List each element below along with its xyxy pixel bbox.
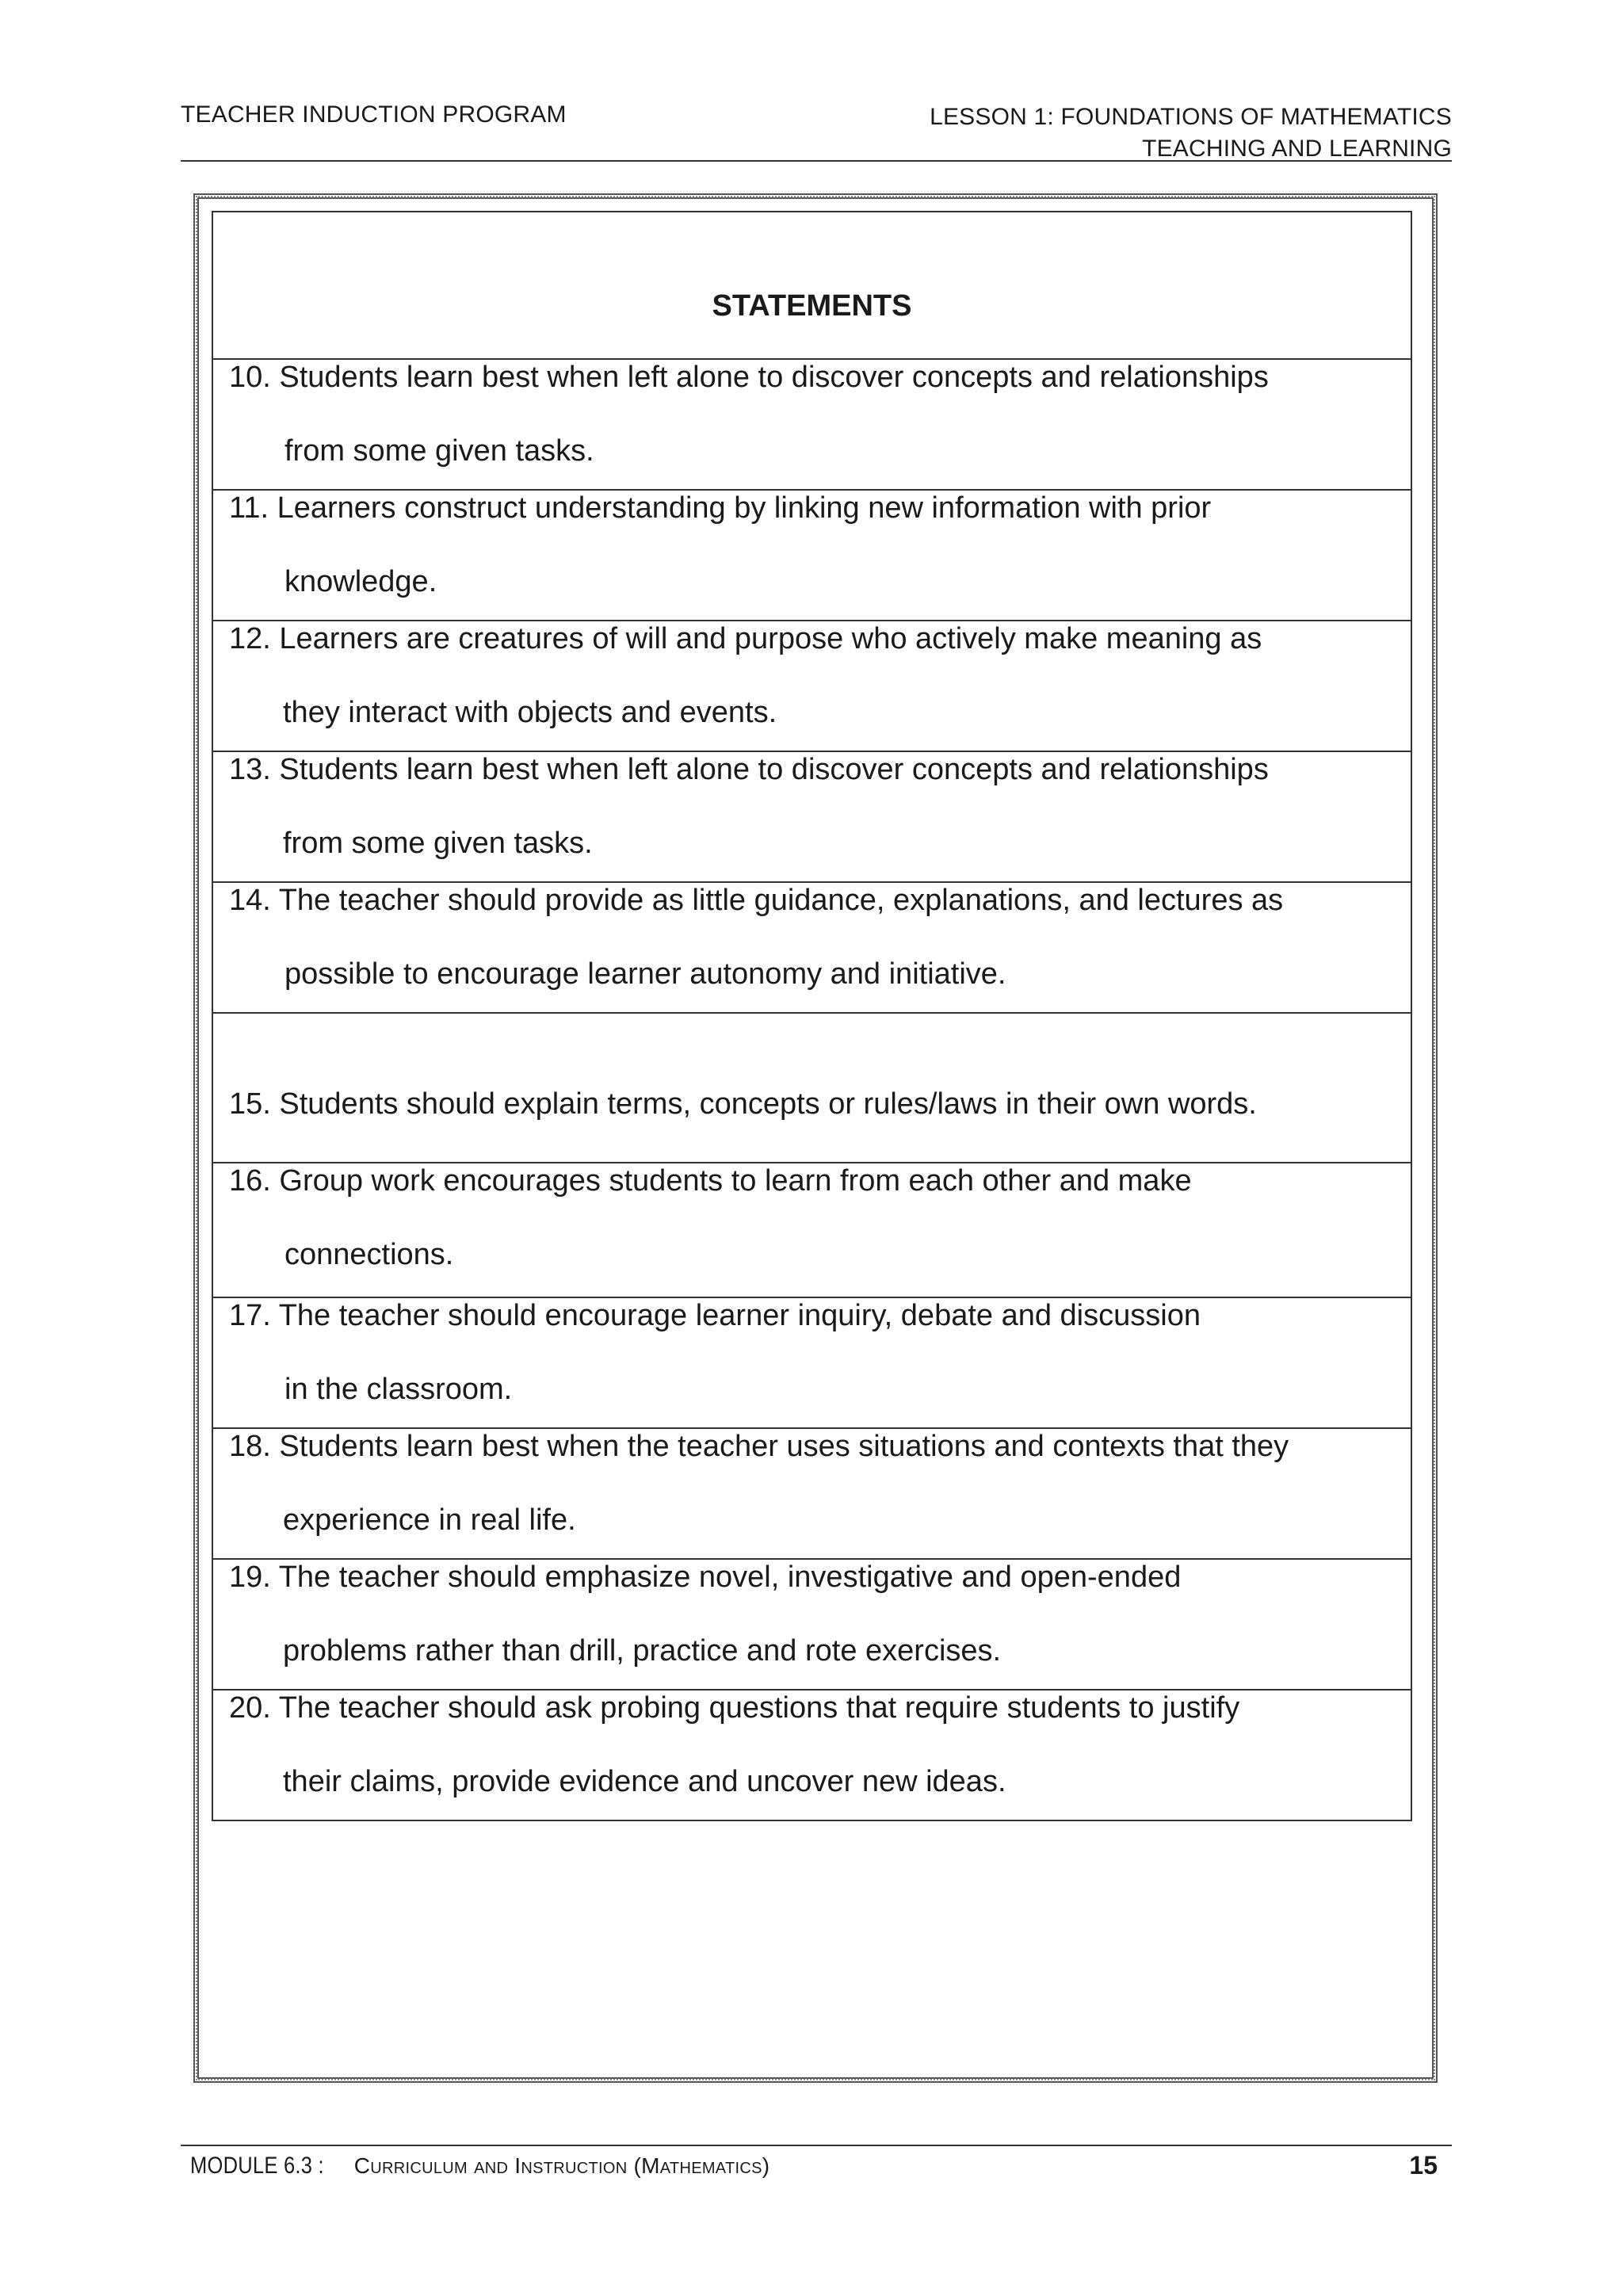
footer-course-title: Curriculum and Instruction (Mathematics) — [353, 2153, 770, 2178]
statement-line: 12. Learners are creatures of will and purpose who actively make meaning as — [229, 622, 1262, 655]
statement-cell — [212, 490, 1411, 621]
statement-continuation: experience in real life. — [283, 1503, 576, 1537]
statement-continuation: their claims, provide evidence and uncover new ideas. — [283, 1765, 1006, 1798]
statement-line: 13. Students learn best when left alone to discover concepts and relationships — [229, 753, 1269, 786]
table-row — [212, 1428, 1411, 1559]
statement-continuation: they interact with objects and events. — [283, 696, 777, 729]
statement-line: 19. The teacher should emphasize novel, investigative and open-ended — [229, 1561, 1182, 1594]
statement-cell — [212, 882, 1411, 1013]
statements-table — [212, 211, 1412, 1821]
footer-module-number: MODULE 6.3 : — [190, 2153, 324, 2179]
statement-continuation: from some given tasks. — [285, 434, 594, 468]
page-footer — [181, 2145, 1452, 2194]
footer-module-title — [190, 2153, 769, 2179]
statement-continuation: problems rather than drill, practice and rote exercises. — [283, 1634, 1002, 1668]
table-row — [212, 1013, 1411, 1163]
statement-continuation: knowledge. — [285, 565, 437, 598]
header-lesson-line-2: TEACHING AND LEARNING — [1142, 136, 1452, 162]
table-header-row — [212, 212, 1411, 359]
table-row — [212, 1163, 1411, 1297]
statement-line: 15. Students should explain terms, concepts or rules/laws in their own words. — [229, 1087, 1257, 1121]
statement-cell — [212, 621, 1411, 751]
statement-line: 17. The teacher should encourage learner inquiry, debate and discussion — [229, 1299, 1201, 1332]
statement-cell — [212, 751, 1411, 882]
statement-line: 14. The teacher should provide as little guidance, explanations, and lectures as — [229, 884, 1284, 917]
statement-cell — [212, 359, 1411, 490]
statement-continuation: from some given tasks. — [283, 827, 593, 860]
statement-cell — [212, 1428, 1411, 1559]
statement-continuation: in the classroom. — [285, 1373, 513, 1406]
statement-continuation: connections. — [285, 1238, 454, 1271]
table-row — [212, 359, 1411, 490]
statement-cell — [212, 1013, 1411, 1163]
table-row — [212, 882, 1411, 1013]
statement-cell — [212, 1559, 1411, 1690]
table-row — [212, 1297, 1411, 1428]
header-lesson-title — [930, 101, 1452, 165]
page-number: 15 — [1409, 2151, 1438, 2179]
statement-line: 16. Group work encourages students to learn from each other and make — [229, 1164, 1192, 1198]
statement-line: 18. Students learn best when the teacher uses situations and contexts that they — [229, 1430, 1289, 1463]
statement-line: 20. The teacher should ask probing questions that require students to justify — [229, 1691, 1240, 1725]
table-row — [212, 1559, 1411, 1690]
page-header — [181, 97, 1452, 162]
table-row — [212, 1690, 1411, 1820]
table-row — [212, 621, 1411, 751]
statement-cell — [212, 1297, 1411, 1428]
statement-cell — [212, 1690, 1411, 1820]
statement-cell — [212, 1163, 1411, 1297]
statement-continuation: possible to encourage learner autonomy and initiative. — [285, 957, 1006, 991]
header-lesson-line-1: LESSON 1: FOUNDATIONS OF MATHEMATICS — [930, 104, 1452, 130]
statement-line: 10. Students learn best when left alone to discover concepts and relationships — [229, 361, 1269, 394]
header-program-title: TEACHER INDUCTION PROGRAM — [181, 101, 567, 128]
statement-line: 11. Learners construct understanding by linking new information with prior — [229, 491, 1212, 525]
statements-heading: STATEMENTS — [212, 212, 1411, 359]
table-row — [212, 751, 1411, 882]
table-row — [212, 490, 1411, 621]
